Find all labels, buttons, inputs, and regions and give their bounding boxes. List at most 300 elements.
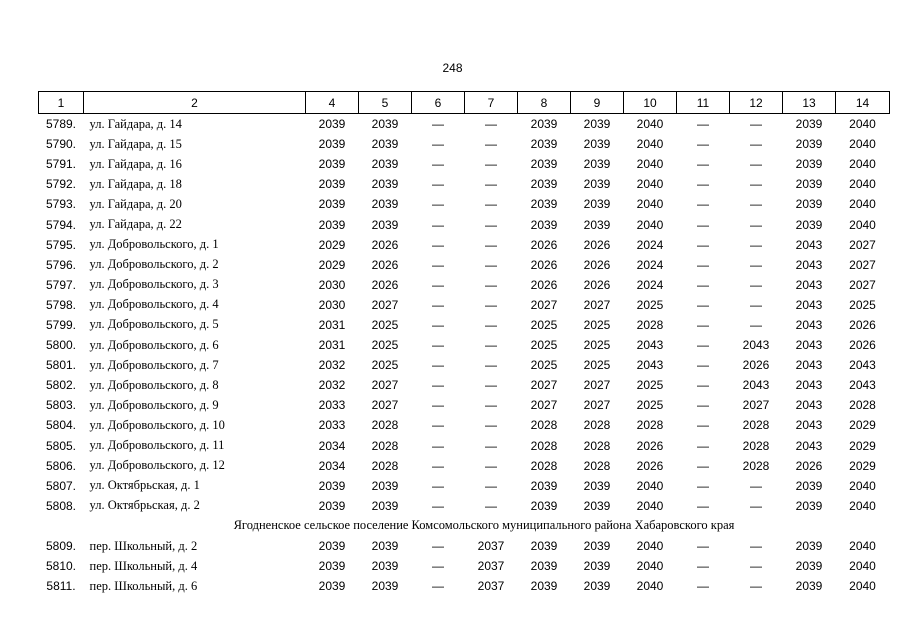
- value-cell: —: [750, 277, 762, 292]
- table-body: [39, 114, 890, 597]
- value-cell: 2025: [530, 358, 558, 373]
- value-cell: 2026: [583, 277, 611, 292]
- value-cell: 2040: [849, 137, 876, 152]
- value-cell: 2029: [318, 257, 346, 272]
- value-cell: 2026: [636, 438, 664, 453]
- value-cell: 2026: [371, 277, 399, 292]
- value-cell: —: [750, 157, 762, 172]
- value-cell: 2043: [795, 297, 823, 312]
- address-cell: ул. Гайдара, д. 22: [89, 217, 182, 232]
- value-cell: —: [432, 237, 444, 252]
- value-cell: —: [432, 398, 444, 413]
- value-cell: 2029: [318, 237, 346, 252]
- value-cell: —: [432, 458, 444, 473]
- value-cell: 2025: [583, 358, 611, 373]
- value-cell: —: [485, 117, 497, 132]
- value-cell: 2040: [636, 137, 664, 152]
- value-cell: 2039: [318, 177, 346, 192]
- value-cell: —: [697, 137, 709, 152]
- value-cell: 2025: [530, 338, 558, 353]
- column-header: 8: [518, 92, 571, 114]
- value-cell: 2027: [371, 378, 399, 393]
- value-cell: —: [432, 559, 444, 574]
- value-cell: —: [485, 157, 497, 172]
- value-cell: 2033: [318, 418, 346, 433]
- value-cell: —: [432, 478, 444, 493]
- value-cell: —: [750, 257, 762, 272]
- value-cell: 2039: [371, 197, 399, 212]
- value-cell: —: [432, 257, 444, 272]
- value-cell: 2024: [636, 277, 664, 292]
- value-cell: —: [432, 137, 444, 152]
- value-cell: 2028: [636, 317, 664, 332]
- value-cell: 2039: [318, 559, 346, 574]
- value-cell: 2033: [318, 398, 346, 413]
- value-cell: —: [485, 478, 497, 493]
- address-cell: ул. Гайдара, д. 15: [89, 136, 182, 151]
- value-cell: —: [432, 297, 444, 312]
- value-cell: 2028: [583, 438, 611, 453]
- value-cell: —: [750, 117, 762, 132]
- value-cell: 2039: [530, 498, 558, 513]
- value-cell: —: [432, 317, 444, 332]
- table-row: [39, 255, 890, 275]
- value-cell: 2043: [795, 418, 823, 433]
- value-cell: 2027: [849, 257, 876, 272]
- value-cell: 2039: [530, 579, 558, 594]
- value-cell: 2026: [371, 237, 399, 252]
- value-cell: 2034: [318, 458, 346, 473]
- column-header: 9: [571, 92, 624, 114]
- value-cell: 2039: [318, 478, 346, 493]
- row-number: 5790.: [45, 137, 77, 152]
- value-cell: 2028: [583, 458, 611, 473]
- value-cell: —: [697, 338, 709, 353]
- value-cell: 2028: [583, 418, 611, 433]
- value-cell: 2028: [530, 458, 558, 473]
- value-cell: 2025: [371, 358, 399, 373]
- value-cell: 2043: [795, 237, 823, 252]
- value-cell: —: [750, 217, 762, 232]
- value-cell: —: [697, 579, 709, 594]
- value-cell: 2039: [795, 559, 823, 574]
- value-cell: 2025: [371, 338, 399, 353]
- value-cell: —: [432, 217, 444, 232]
- value-cell: 2027: [530, 398, 558, 413]
- value-cell: 2026: [849, 317, 876, 332]
- row-number: 5796.: [45, 257, 77, 272]
- row-number: 5797.: [45, 277, 77, 292]
- value-cell: 2026: [530, 277, 558, 292]
- value-cell: 2040: [849, 539, 876, 554]
- value-cell: 2039: [583, 177, 611, 192]
- value-cell: 2028: [636, 418, 664, 433]
- value-cell: 2039: [530, 478, 558, 493]
- section-heading-row: [39, 516, 890, 536]
- value-cell: 2025: [636, 297, 664, 312]
- value-cell: 2040: [636, 117, 664, 132]
- value-cell: 2039: [583, 157, 611, 172]
- value-cell: —: [750, 317, 762, 332]
- value-cell: 2026: [371, 257, 399, 272]
- value-cell: —: [432, 539, 444, 554]
- value-cell: 2027: [371, 297, 399, 312]
- value-cell: 2028: [371, 458, 399, 473]
- value-cell: —: [697, 398, 709, 413]
- table-row: [39, 134, 890, 154]
- table-row: [39, 476, 890, 496]
- value-cell: 2026: [530, 237, 558, 252]
- value-cell: 2039: [795, 177, 823, 192]
- value-cell: —: [485, 297, 497, 312]
- value-cell: 2039: [371, 217, 399, 232]
- table-row: [39, 375, 890, 395]
- value-cell: 2025: [849, 297, 876, 312]
- value-cell: 2040: [636, 217, 664, 232]
- value-cell: 2039: [371, 117, 399, 132]
- row-number: 5809.: [45, 539, 77, 554]
- value-cell: 2026: [583, 237, 611, 252]
- value-cell: 2040: [636, 177, 664, 192]
- value-cell: 2027: [371, 398, 399, 413]
- value-cell: —: [697, 177, 709, 192]
- column-header: 1: [39, 92, 84, 114]
- value-cell: 2039: [795, 478, 823, 493]
- value-cell: 2043: [849, 358, 876, 373]
- value-cell: 2039: [795, 217, 823, 232]
- value-cell: 2039: [583, 579, 611, 594]
- value-cell: —: [432, 338, 444, 353]
- value-cell: 2027: [583, 297, 611, 312]
- value-cell: 2039: [318, 539, 346, 554]
- value-cell: 2039: [583, 137, 611, 152]
- value-cell: 2030: [318, 277, 346, 292]
- address-cell: ул. Добровольского, д. 10: [89, 417, 225, 432]
- value-cell: 2039: [371, 177, 399, 192]
- value-cell: 2039: [371, 157, 399, 172]
- value-cell: 2039: [530, 177, 558, 192]
- table-row: [39, 556, 890, 576]
- value-cell: 2028: [742, 438, 770, 453]
- value-cell: 2025: [636, 398, 664, 413]
- value-cell: 2039: [371, 137, 399, 152]
- value-cell: —: [697, 117, 709, 132]
- value-cell: 2039: [583, 478, 611, 493]
- row-number: 5803.: [45, 398, 77, 413]
- value-cell: 2026: [849, 338, 876, 353]
- value-cell: 2039: [583, 217, 611, 232]
- value-cell: —: [750, 237, 762, 252]
- value-cell: 2032: [318, 358, 346, 373]
- value-cell: 2040: [849, 197, 876, 212]
- row-number: 5800.: [45, 338, 77, 353]
- value-cell: 2040: [849, 478, 876, 493]
- value-cell: 2043: [795, 438, 823, 453]
- column-header: 5: [359, 92, 412, 114]
- row-number: 5801.: [45, 358, 77, 373]
- value-cell: —: [750, 478, 762, 493]
- value-cell: 2034: [318, 438, 346, 453]
- value-cell: 2039: [318, 157, 346, 172]
- value-cell: 2039: [795, 579, 823, 594]
- row-number: 5799.: [45, 317, 77, 332]
- value-cell: —: [485, 197, 497, 212]
- value-cell: 2039: [318, 579, 346, 594]
- value-cell: 2026: [583, 257, 611, 272]
- value-cell: —: [750, 498, 762, 513]
- value-cell: —: [485, 418, 497, 433]
- table-row: [39, 194, 890, 214]
- value-cell: —: [697, 498, 709, 513]
- value-cell: 2043: [795, 338, 823, 353]
- column-header: 2: [84, 92, 306, 114]
- value-cell: —: [432, 378, 444, 393]
- row-number: 5811.: [46, 579, 76, 594]
- value-cell: 2027: [583, 398, 611, 413]
- row-number: 5794.: [45, 217, 77, 232]
- value-cell: —: [750, 137, 762, 152]
- row-number: 5804.: [45, 418, 77, 433]
- value-cell: —: [485, 137, 497, 152]
- value-cell: —: [432, 438, 444, 453]
- table-row: [39, 456, 890, 476]
- value-cell: 2039: [318, 498, 346, 513]
- value-cell: 2037: [477, 559, 505, 574]
- address-cell: ул. Добровольского, д. 5: [89, 317, 219, 332]
- value-cell: 2040: [849, 579, 876, 594]
- value-cell: —: [432, 117, 444, 132]
- value-cell: 2039: [371, 579, 399, 594]
- address-cell: ул. Октябрьская, д. 2: [89, 498, 200, 513]
- table-row: [39, 295, 890, 315]
- value-cell: —: [697, 458, 709, 473]
- address-cell: ул. Добровольского, д. 8: [89, 377, 219, 392]
- data-table: [38, 91, 890, 596]
- value-cell: —: [697, 358, 709, 373]
- value-cell: 2040: [849, 217, 876, 232]
- row-number: 5791.: [45, 157, 77, 172]
- value-cell: 2028: [371, 438, 399, 453]
- address-cell: пер. Школьный, д. 6: [89, 578, 198, 593]
- value-cell: —: [697, 297, 709, 312]
- value-cell: 2037: [477, 579, 505, 594]
- value-cell: 2039: [795, 197, 823, 212]
- row-number: 5792.: [45, 177, 77, 192]
- table-row: [39, 576, 890, 596]
- value-cell: —: [697, 257, 709, 272]
- value-cell: —: [750, 539, 762, 554]
- value-cell: 2043: [795, 277, 823, 292]
- value-cell: 2039: [795, 117, 823, 132]
- value-cell: 2027: [530, 378, 558, 393]
- address-cell: ул. Добровольского, д. 7: [89, 357, 219, 372]
- value-cell: 2028: [530, 418, 558, 433]
- value-cell: —: [485, 177, 497, 192]
- value-cell: 2030: [318, 297, 346, 312]
- column-header: 13: [783, 92, 836, 114]
- value-cell: —: [697, 559, 709, 574]
- column-header: 12: [730, 92, 783, 114]
- value-cell: 2027: [742, 398, 770, 413]
- address-cell: ул. Добровольского, д. 12: [89, 458, 225, 473]
- value-cell: 2039: [371, 559, 399, 574]
- value-cell: —: [697, 539, 709, 554]
- value-cell: 2043: [636, 358, 664, 373]
- value-cell: —: [485, 237, 497, 252]
- row-number: 5806.: [45, 458, 77, 473]
- table-row: [39, 174, 890, 194]
- value-cell: 2040: [849, 117, 876, 132]
- page-number: 248: [442, 61, 463, 75]
- column-header: 6: [412, 92, 465, 114]
- value-cell: 2024: [636, 237, 664, 252]
- row-number: 5805.: [45, 438, 77, 453]
- value-cell: 2040: [636, 539, 664, 554]
- table-row: [39, 154, 890, 174]
- value-cell: —: [485, 378, 497, 393]
- value-cell: 2028: [530, 438, 558, 453]
- value-cell: 2028: [371, 418, 399, 433]
- value-cell: —: [697, 217, 709, 232]
- value-cell: 2040: [849, 498, 876, 513]
- address-cell: ул. Гайдара, д. 20: [89, 196, 182, 211]
- value-cell: —: [697, 378, 709, 393]
- section-heading: Ягодненское сельское поселение Комсомольского муниципального района Хабаровского края: [233, 518, 735, 533]
- row-number: 5810.: [45, 559, 77, 574]
- row-number: 5798.: [45, 297, 77, 312]
- table-row: [39, 315, 890, 335]
- value-cell: 2025: [583, 317, 611, 332]
- value-cell: 2040: [636, 498, 664, 513]
- value-cell: —: [750, 559, 762, 574]
- value-cell: 2040: [636, 478, 664, 493]
- value-cell: —: [697, 317, 709, 332]
- value-cell: 2025: [583, 338, 611, 353]
- value-cell: 2024: [636, 257, 664, 272]
- address-cell: ул. Гайдара, д. 14: [89, 116, 182, 131]
- address-cell: ул. Гайдара, д. 16: [89, 156, 182, 171]
- table-row: [39, 114, 890, 135]
- value-cell: 2043: [742, 378, 770, 393]
- value-cell: —: [485, 398, 497, 413]
- value-cell: —: [485, 317, 497, 332]
- value-cell: —: [485, 338, 497, 353]
- address-cell: ул. Добровольского, д. 4: [89, 297, 219, 312]
- row-number: 5789.: [45, 117, 77, 132]
- value-cell: 2039: [530, 559, 558, 574]
- row-number: 5807.: [45, 478, 77, 493]
- address-cell: ул. Октябрьская, д. 1: [89, 478, 200, 493]
- value-cell: —: [697, 157, 709, 172]
- value-cell: 2032: [318, 378, 346, 393]
- value-cell: —: [485, 257, 497, 272]
- value-cell: 2029: [849, 458, 876, 473]
- value-cell: 2027: [583, 378, 611, 393]
- table-row: [39, 436, 890, 456]
- value-cell: 2039: [318, 117, 346, 132]
- row-number: 5802.: [45, 378, 77, 393]
- table-row: [39, 496, 890, 516]
- value-cell: 2039: [530, 117, 558, 132]
- value-cell: 2039: [530, 217, 558, 232]
- value-cell: 2029: [849, 418, 876, 433]
- value-cell: 2040: [636, 157, 664, 172]
- value-cell: —: [697, 438, 709, 453]
- value-cell: 2039: [583, 559, 611, 574]
- value-cell: 2043: [795, 398, 823, 413]
- value-cell: —: [750, 579, 762, 594]
- value-cell: 2039: [530, 157, 558, 172]
- address-cell: ул. Добровольского, д. 1: [89, 237, 219, 252]
- value-cell: 2043: [849, 378, 876, 393]
- value-cell: —: [432, 358, 444, 373]
- header-row: [39, 92, 890, 114]
- value-cell: 2039: [530, 137, 558, 152]
- row-number: 5808.: [45, 498, 77, 513]
- address-cell: ул. Добровольского, д. 3: [89, 277, 219, 292]
- table-row: [39, 415, 890, 435]
- value-cell: 2025: [371, 317, 399, 332]
- value-cell: —: [697, 277, 709, 292]
- value-cell: —: [750, 197, 762, 212]
- value-cell: 2039: [795, 157, 823, 172]
- value-cell: —: [432, 277, 444, 292]
- value-cell: —: [697, 197, 709, 212]
- value-cell: 2037: [477, 539, 505, 554]
- value-cell: 2039: [318, 137, 346, 152]
- value-cell: 2027: [849, 237, 876, 252]
- value-cell: 2040: [636, 197, 664, 212]
- table-row: [39, 235, 890, 255]
- address-cell: ул. Добровольского, д. 11: [89, 438, 225, 453]
- table-row: [39, 355, 890, 375]
- value-cell: 2026: [742, 358, 770, 373]
- row-number: 5793.: [45, 197, 77, 212]
- value-cell: —: [697, 478, 709, 493]
- value-cell: —: [485, 438, 497, 453]
- value-cell: 2039: [371, 498, 399, 513]
- value-cell: 2039: [318, 217, 346, 232]
- value-cell: —: [432, 157, 444, 172]
- value-cell: 2028: [742, 458, 770, 473]
- value-cell: 2027: [849, 277, 876, 292]
- value-cell: 2039: [318, 197, 346, 212]
- address-cell: ул. Добровольского, д. 6: [89, 337, 219, 352]
- address-cell: ул. Гайдара, д. 18: [89, 176, 182, 191]
- value-cell: 2039: [583, 539, 611, 554]
- value-cell: 2026: [636, 458, 664, 473]
- value-cell: 2028: [742, 418, 770, 433]
- value-cell: —: [432, 498, 444, 513]
- row-number: 5795.: [45, 237, 77, 252]
- table-row: [39, 536, 890, 556]
- value-cell: —: [432, 197, 444, 212]
- value-cell: —: [750, 297, 762, 312]
- value-cell: —: [485, 498, 497, 513]
- value-cell: 2031: [318, 338, 346, 353]
- column-header: 4: [306, 92, 359, 114]
- value-cell: 2031: [318, 317, 346, 332]
- address-cell: пер. Школьный, д. 2: [89, 538, 198, 553]
- value-cell: 2040: [849, 559, 876, 574]
- value-cell: —: [432, 579, 444, 594]
- value-cell: 2043: [742, 338, 770, 353]
- value-cell: 2039: [530, 539, 558, 554]
- value-cell: 2027: [530, 297, 558, 312]
- address-cell: ул. Добровольского, д. 2: [89, 257, 219, 272]
- value-cell: —: [485, 458, 497, 473]
- value-cell: 2039: [795, 137, 823, 152]
